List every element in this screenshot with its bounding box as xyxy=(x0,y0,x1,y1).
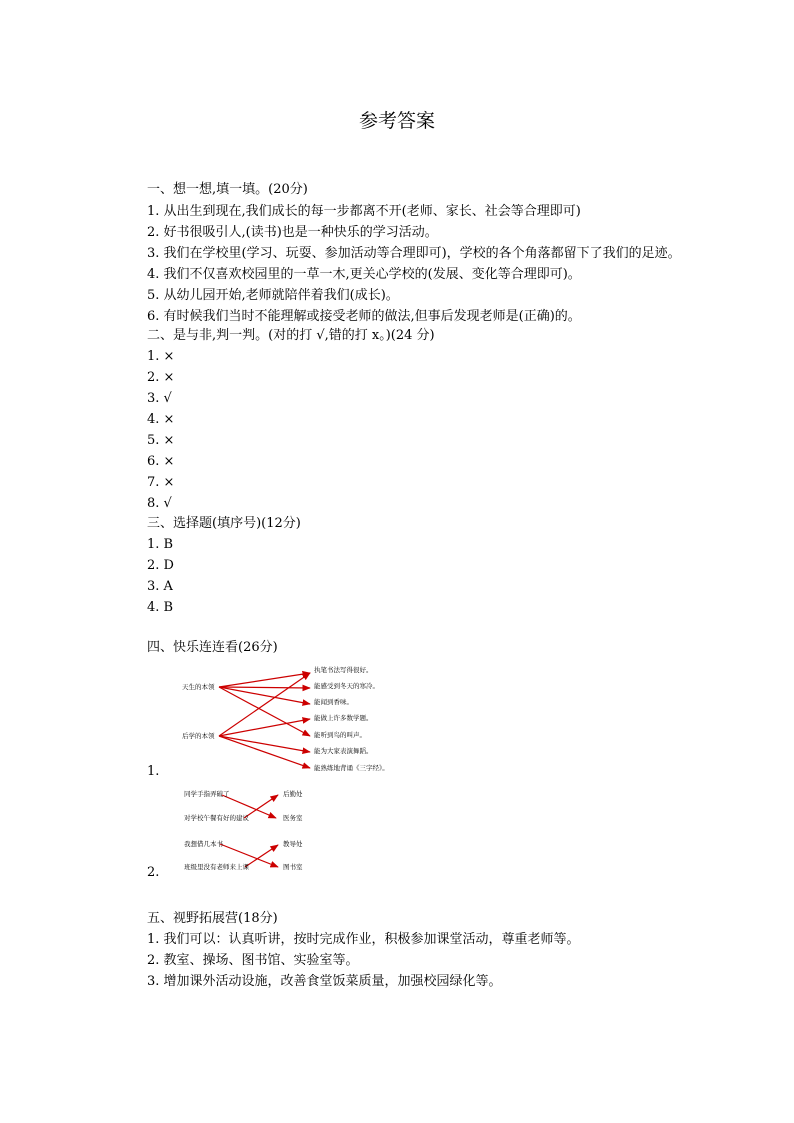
match-right-item: 后勤处 xyxy=(283,790,303,798)
match-right-item: 能熟练地背诵《三字经》。 xyxy=(314,764,389,772)
section4-heading: 四、快乐连连看(26分) xyxy=(147,640,278,655)
match-left-item: 对学校午餐有好的建议 xyxy=(184,814,249,822)
section2-item: 6. × xyxy=(147,454,175,469)
section2-item: 4. × xyxy=(147,412,175,427)
section3-item: 1. B xyxy=(147,537,174,552)
section5-item: 1. 我们可以：认真听讲，按时完成作业，积极参加课堂活动，尊重老师等。 xyxy=(147,932,580,947)
page-title: 参考答案 xyxy=(358,110,435,132)
section1-item: 3. 我们在学校里(学习、玩耍、参加活动等合理即可)，学校的各个角落都留下了我们的足迹。 xyxy=(147,246,681,261)
match-right-item: 执笔书法写得很好。 xyxy=(314,666,373,674)
match-right-item: 医务室 xyxy=(283,814,303,822)
section3-item: 4. B xyxy=(147,600,174,615)
section5-item: 3. 增加课外活动设施，改善食堂饭菜质量，加强校园绿化等。 xyxy=(147,974,502,989)
section2-item: 3. √ xyxy=(147,391,172,406)
match-right-item: 图书室 xyxy=(283,863,303,871)
link-arrow xyxy=(219,687,310,736)
link-arrow xyxy=(219,719,310,736)
link-arrow xyxy=(219,673,310,687)
section1-heading: 一、想一想,填一填。(20分) xyxy=(147,182,308,197)
section3-item: 3. A xyxy=(147,579,173,594)
link-arrow xyxy=(219,687,310,688)
question-number: 1. xyxy=(147,764,160,779)
section2-item: 1. × xyxy=(147,349,175,364)
section2-item: 7. × xyxy=(147,475,175,490)
match-right-item: 能闻到香味。 xyxy=(314,698,353,706)
match-right-item: 教导处 xyxy=(283,840,303,848)
section1-item: 2. 好书很吸引人,(读书)也是一种快乐的学习活动。 xyxy=(147,225,438,240)
match-left-item: 天生的本领 xyxy=(182,683,215,691)
section5-item: 2. 教室、操场、图书馆、实验室等。 xyxy=(147,953,359,968)
section2-item: 2. × xyxy=(147,370,175,385)
match-right-item: 能为大家表演舞蹈。 xyxy=(314,747,373,755)
match-left-item: 我想借几本书 xyxy=(184,840,223,848)
section1-item: 1. 从出生到现在,我们成长的每一步都离不开(老师、家长、社会等合理即可) xyxy=(147,204,581,219)
section2-heading: 二、是与非,判一判。(对的打 √,错的打 x。)(24 分) xyxy=(147,328,435,343)
section2-item: 8. √ xyxy=(147,496,172,511)
section1-item: 4. 我们不仅喜欢校园里的一草一木,更关心学校的(发展、变化等合理即可)。 xyxy=(147,267,581,282)
section1-item: 6. 有时候我们当时不能理解或接受老师的做法,但事后发现老师是(正确)的。 xyxy=(147,309,581,324)
match-left-item: 班级里没有老师来上课 xyxy=(184,863,249,871)
section5-heading: 五、视野拓展营(18分) xyxy=(147,911,278,926)
match-right-item: 能感受到冬天的寒冷。 xyxy=(314,682,379,690)
section3-item: 2. D xyxy=(147,558,174,573)
link-arrow xyxy=(219,673,310,736)
section1-item: 5. 从幼儿园开始,老师就陪伴着我们(成长)。 xyxy=(147,288,399,303)
section2-item: 5. × xyxy=(147,433,175,448)
match-right-item: 能做上许多数学题。 xyxy=(314,714,373,722)
link-arrow xyxy=(219,736,310,768)
question-number: 2. xyxy=(147,865,160,880)
match-left-item: 同学手指弄破了 xyxy=(184,790,230,798)
section3-heading: 三、选择题(填序号)(12分) xyxy=(147,516,301,531)
match-left-item: 后学的本领 xyxy=(182,732,215,740)
link-arrow xyxy=(219,687,310,704)
link-arrow xyxy=(219,736,310,752)
match-right-item: 能听到鸟的叫声。 xyxy=(314,731,366,739)
